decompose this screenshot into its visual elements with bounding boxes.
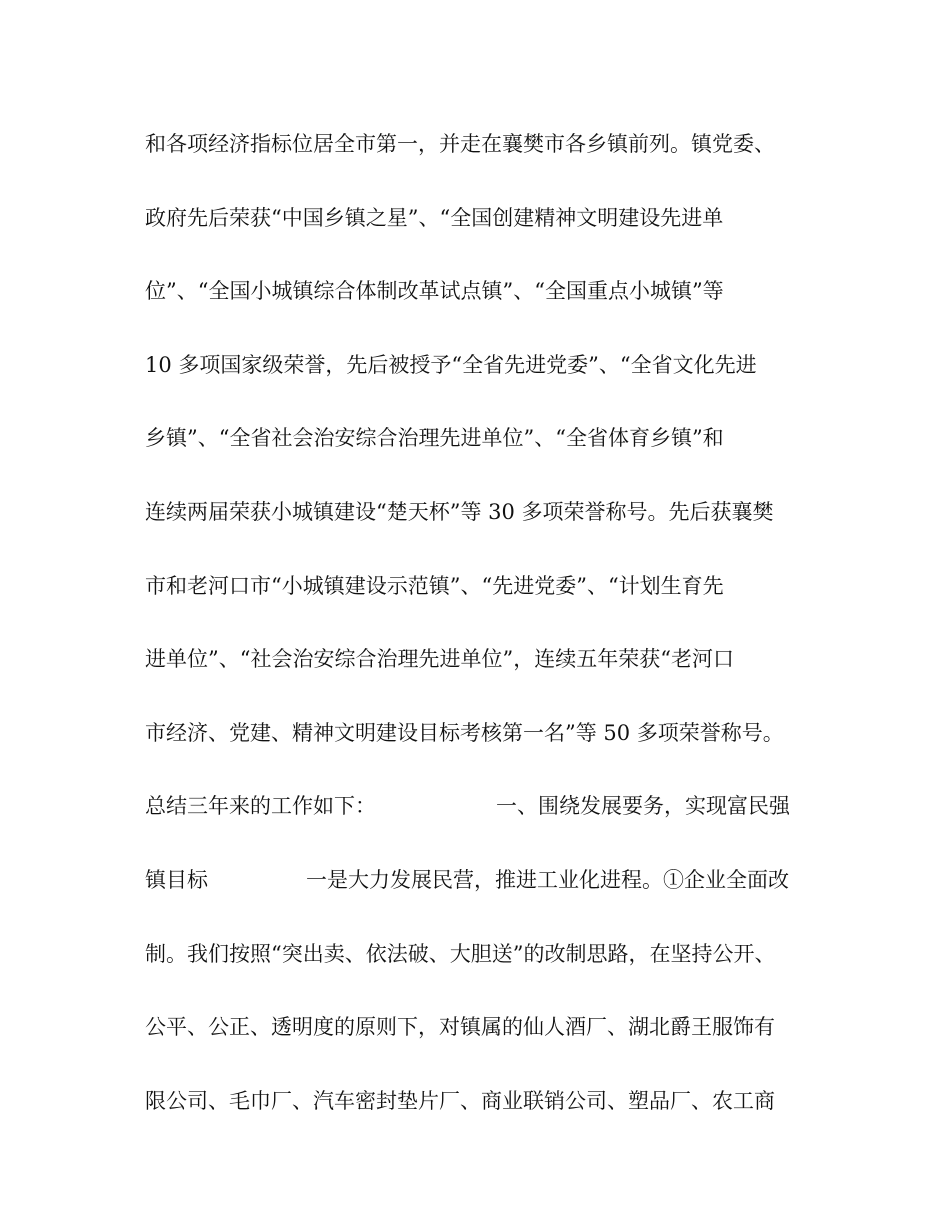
summary-text: 总结三年来的工作如下：: [145, 794, 376, 819]
text-line: 位”、“全国小城镇综合体制改革试点镇”、“全国重点小城镇”等: [145, 279, 724, 304]
text-line: 进单位”、“社会治安综合治理先进单位”，连续五年荣获“老河口: [145, 647, 734, 672]
text-line: 制。我们按照“突出卖、依法破、大胆送”的改制思路，在坚持公开、: [145, 941, 776, 966]
text-line-heading-end: [145, 860, 825, 934]
text-line: 10 多项国家级荣誉，先后被授予“全省先进党委”、“全省文化先进: [145, 352, 757, 377]
point-one-text: 一是大力发展民营，推进工业化进程。①企业全面改: [306, 867, 789, 892]
document-body: [145, 124, 825, 1154]
text-line: 政府先后荣获“中国乡镇之星”、“全国创建精神文明建设先进单: [145, 205, 724, 230]
text-line: 乡镇”、“全省社会治安综合治理先进单位”、“全省体育乡镇”和: [145, 426, 724, 451]
text-line-summary: [145, 786, 825, 860]
section-heading-end: 镇目标: [145, 867, 208, 892]
text-line: 和各项经济指标位居全市第一，并走在襄樊市各乡镇前列。镇党委、: [145, 132, 775, 156]
text-line: 市和老河口市“小城镇建设示范镇”、“先进党委”、“计划生育先: [145, 573, 724, 598]
text-line: 市经济、党建、精神文明建设目标考核第一名”等 50 多项荣誉称号。: [145, 720, 784, 745]
section-heading: 一、围绕发展要务，实现富民强: [496, 794, 790, 819]
text-line: 连续两届荣获小城镇建设“楚天杯”等 30 多项荣誉称号。先后获襄樊: [145, 499, 774, 524]
text-line: 公平、公正、透明度的原则下，对镇属的仙人酒厂、湖北爵王服饰有: [145, 1015, 775, 1040]
text-line: 限公司、毛巾厂、汽车密封垫片厂、商业联销公司、塑品厂、农工商: [145, 1088, 775, 1113]
